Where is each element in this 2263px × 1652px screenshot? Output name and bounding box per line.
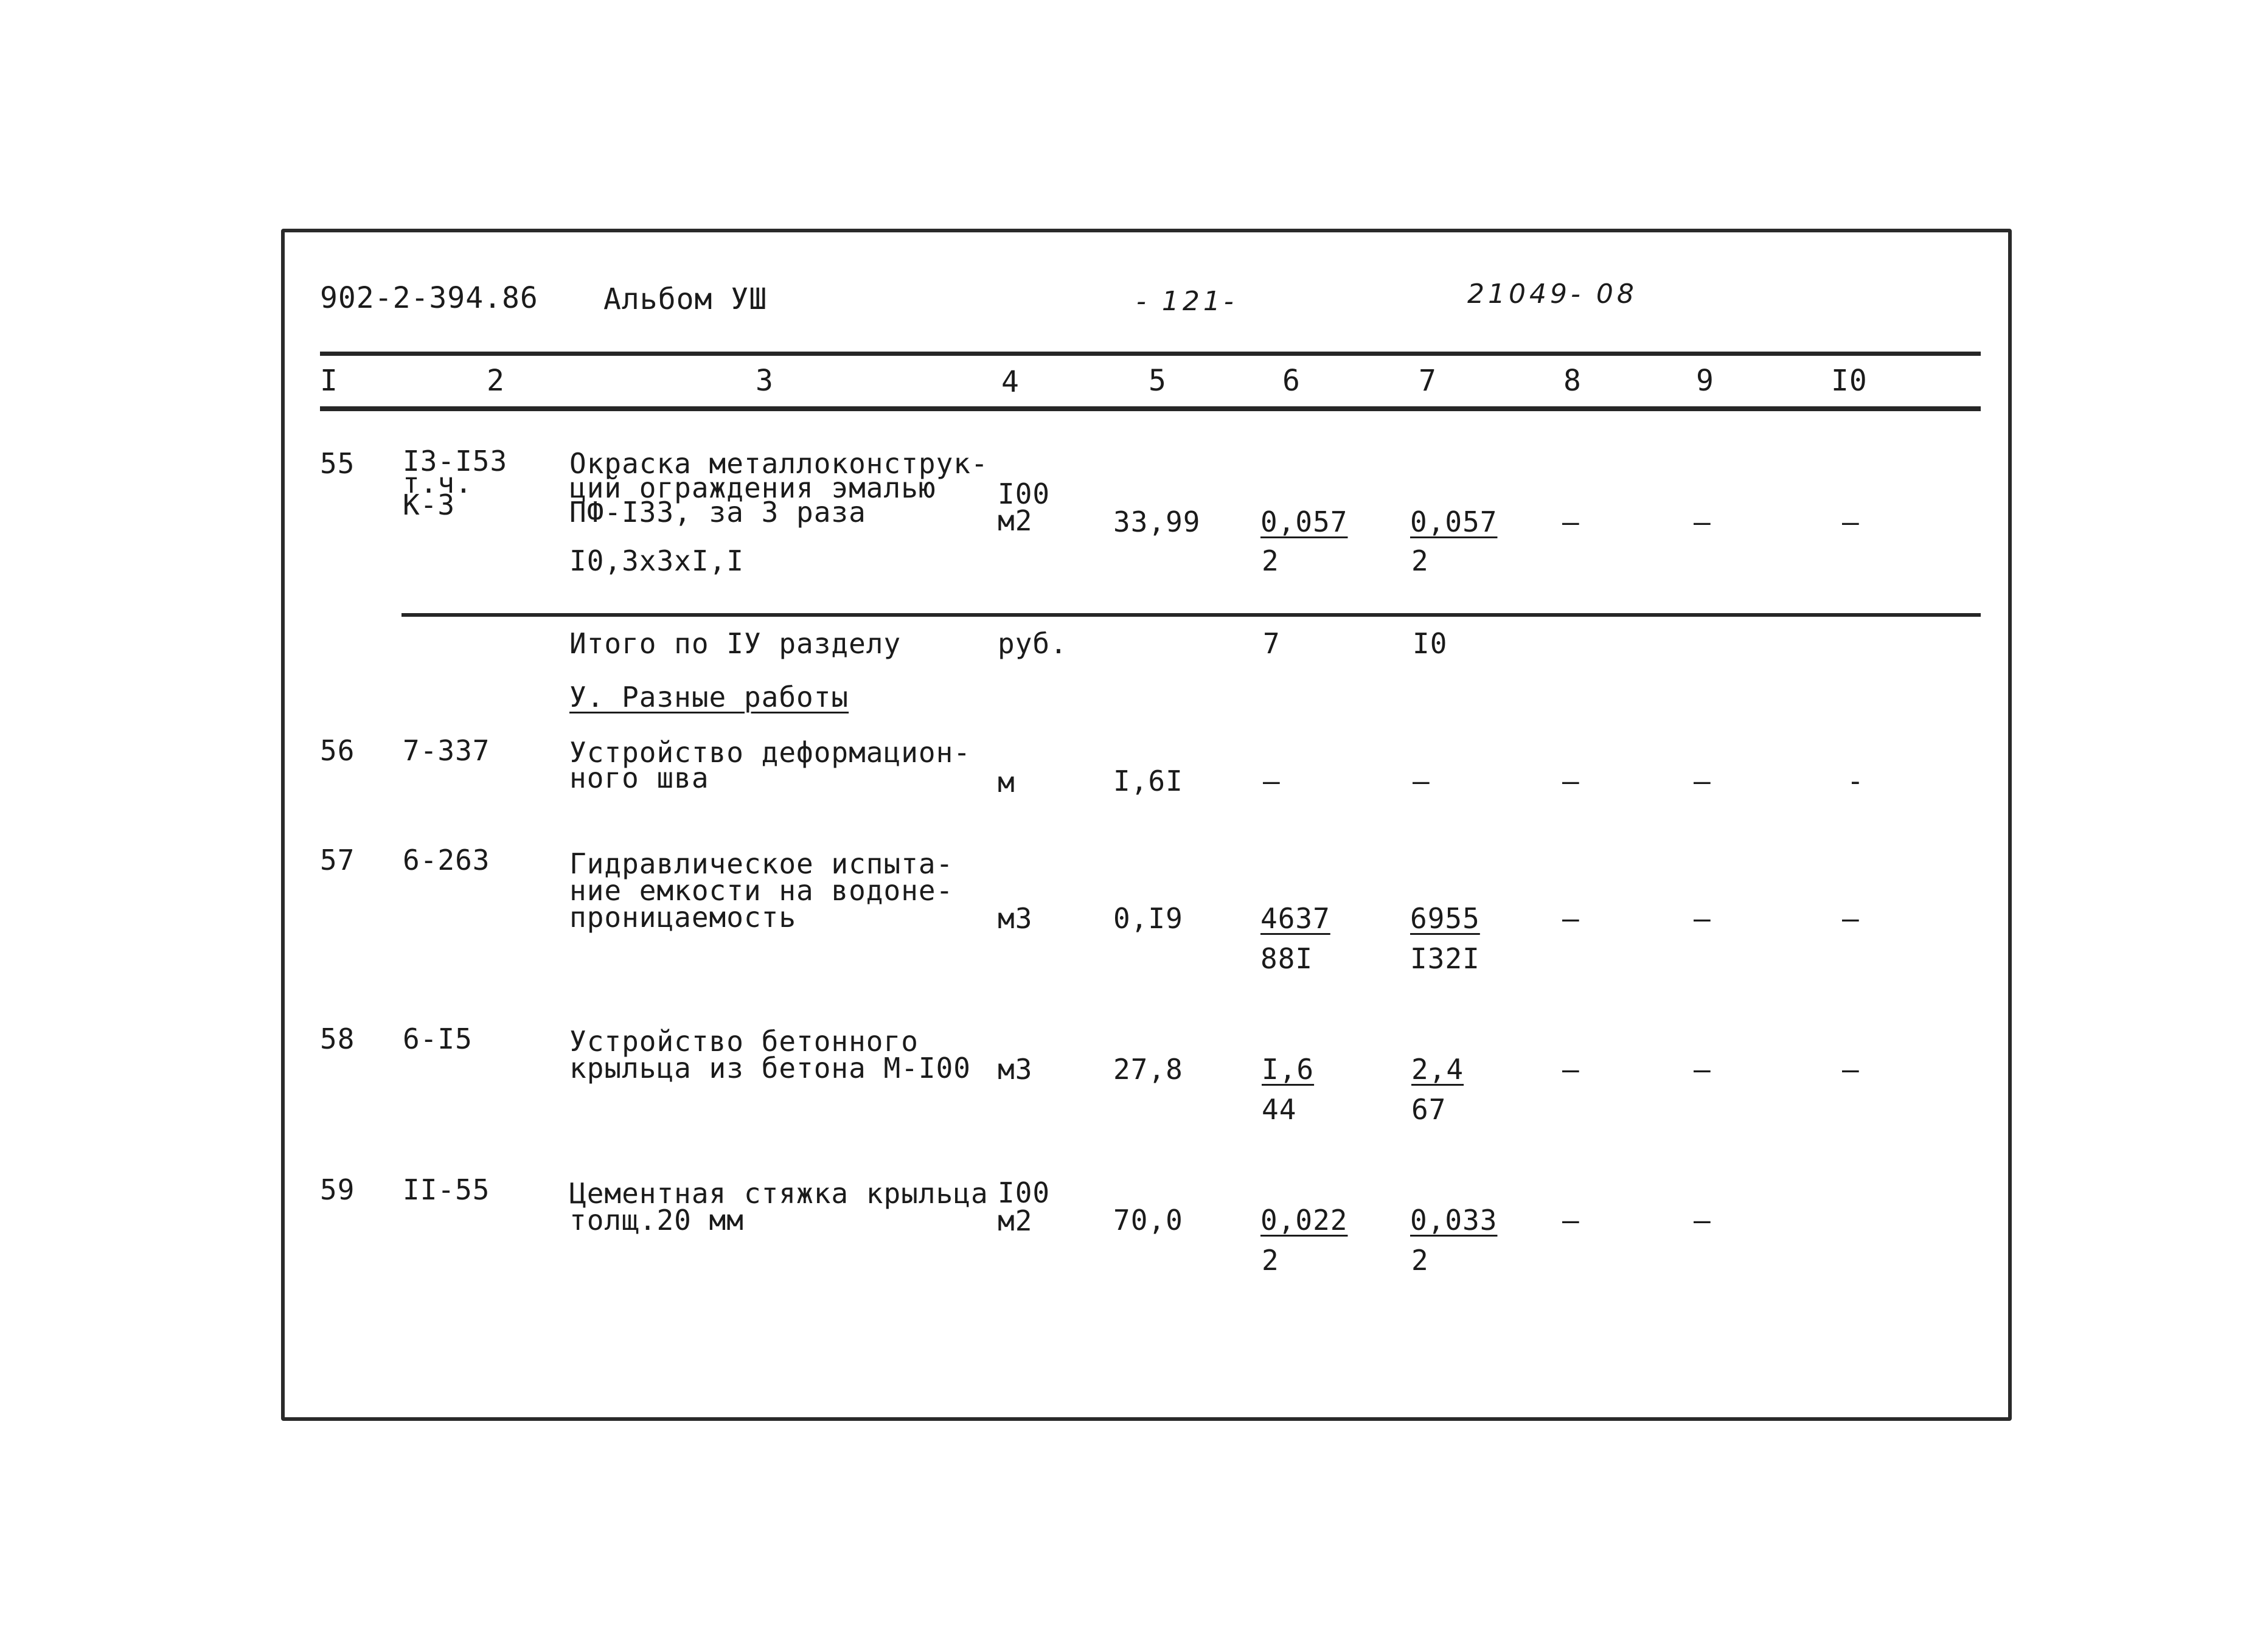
row-55-c6-top: 0,057 <box>1260 505 1348 538</box>
row-57-c7-bottom: I32I <box>1410 942 1480 975</box>
row-59-c6-bottom: 2 <box>1262 1244 1279 1277</box>
row-58-code: 6-I5 <box>403 1022 473 1055</box>
row-58-c6-top: I,6 <box>1262 1053 1315 1086</box>
row-58-c7-bottom: 67 <box>1411 1093 1447 1126</box>
row-59-c7-bottom: 2 <box>1411 1244 1429 1277</box>
row-56-qty: I,6I <box>1113 765 1183 797</box>
row-59-qty: 70,0 <box>1113 1204 1183 1237</box>
col-header-5: 5 <box>1149 364 1167 398</box>
row-57-unit: м3 <box>998 902 1033 935</box>
row-56-desc: Устройство деформацион- ного шва <box>569 736 971 794</box>
col-header-2: 2 <box>487 364 505 398</box>
subtotal-label: Итого по IУ разделу <box>569 627 902 660</box>
row-55-unit: I00 м2 <box>998 477 1051 537</box>
row-57-c6-bottom: 88I <box>1260 942 1313 975</box>
col-header-1: I <box>320 364 338 398</box>
header-bottom-rule <box>320 406 1981 411</box>
subtotal-c7: I0 <box>1413 627 1448 660</box>
row-59-c6-top: 0,022 <box>1260 1204 1348 1237</box>
row-55-formula: I0,3x3xI,I <box>569 544 744 577</box>
album-label: Альбом УШ <box>603 282 768 316</box>
row-56-c10: - <box>1847 765 1865 797</box>
row-58-c7-top: 2,4 <box>1411 1053 1464 1086</box>
row-56-code: 7-337 <box>403 734 490 767</box>
row-59-code: II-55 <box>403 1173 490 1206</box>
row-55-c10: – <box>1842 505 1860 538</box>
row-57-c9: – <box>1694 902 1711 935</box>
row-59-desc: Цементная стяжка крыльца толщ.20 мм <box>569 1177 989 1237</box>
row-56-c9: – <box>1694 765 1711 797</box>
row-57-c7-top: 6955 <box>1410 902 1480 935</box>
row-58-qty: 27,8 <box>1113 1053 1183 1086</box>
doc-code: 902-2-394.86 <box>320 281 538 315</box>
row-55-code: I3-I53 т.ч. К-3 <box>403 445 508 521</box>
row-55-c9: – <box>1694 505 1711 538</box>
row-59-unit: I00 м2 <box>998 1176 1051 1237</box>
col-header-10: I0 <box>1831 364 1868 398</box>
row-57-c10: – <box>1842 902 1860 935</box>
row-56-c7: – <box>1413 765 1430 797</box>
row-55-c6-bottom: 2 <box>1262 544 1279 577</box>
row-58-c8: – <box>1562 1053 1580 1086</box>
subtotal-rule <box>401 613 1981 617</box>
row-58-c10: – <box>1842 1053 1860 1086</box>
col-header-6: 6 <box>1282 364 1301 398</box>
row-55-c7-top: 0,057 <box>1410 505 1498 538</box>
col-header-9: 9 <box>1696 364 1714 398</box>
subtotal-unit: руб. <box>998 627 1068 660</box>
row-56-no: 56 <box>320 734 355 767</box>
row-59-c9: – <box>1694 1204 1711 1237</box>
row-58-desc: Устройство бетонного крыльца из бетона М-I00 <box>569 1025 971 1085</box>
row-56-unit: м <box>998 766 1015 799</box>
row-55-qty: 33,99 <box>1113 505 1201 538</box>
row-58-c9: – <box>1694 1053 1711 1086</box>
row-56-c6: – <box>1263 765 1281 797</box>
col-header-4: 4 <box>1001 365 1020 399</box>
row-59-c7-top: 0,033 <box>1410 1204 1498 1237</box>
row-58-no: 58 <box>320 1022 355 1055</box>
row-57-code: 6-263 <box>403 844 490 876</box>
col-header-7: 7 <box>1419 364 1437 398</box>
col-header-3: 3 <box>756 364 774 398</box>
row-57-c6-top: 4637 <box>1260 902 1330 935</box>
row-55-desc: Окраска металлоконструк- ций ограждения эмалью ПФ-I33, за 3 раза <box>569 447 989 529</box>
row-56-c8: – <box>1562 765 1580 797</box>
col-header-8: 8 <box>1563 364 1582 398</box>
subtotal-c6: 7 <box>1263 627 1281 660</box>
row-57-c8: – <box>1562 902 1580 935</box>
row-57-qty: 0,I9 <box>1113 902 1183 935</box>
row-55-c8: – <box>1562 505 1580 538</box>
header-top-rule <box>320 352 1981 356</box>
row-58-c6-bottom: 44 <box>1262 1093 1297 1126</box>
row-57-desc: Гидравлическое испыта- ние емкости на водоне- проницаемость <box>569 847 954 934</box>
row-55-no: 55 <box>320 447 355 480</box>
row-58-unit: м3 <box>998 1053 1033 1086</box>
section-title: У. Разные работы <box>569 681 849 713</box>
row-57-no: 57 <box>320 844 355 876</box>
row-59-no: 59 <box>320 1173 355 1206</box>
project-number: 21049- 08 <box>1467 279 1638 310</box>
row-55-c7-bottom: 2 <box>1411 544 1429 577</box>
page-number: - 121- <box>1136 286 1237 317</box>
row-59-c8: – <box>1562 1204 1580 1237</box>
